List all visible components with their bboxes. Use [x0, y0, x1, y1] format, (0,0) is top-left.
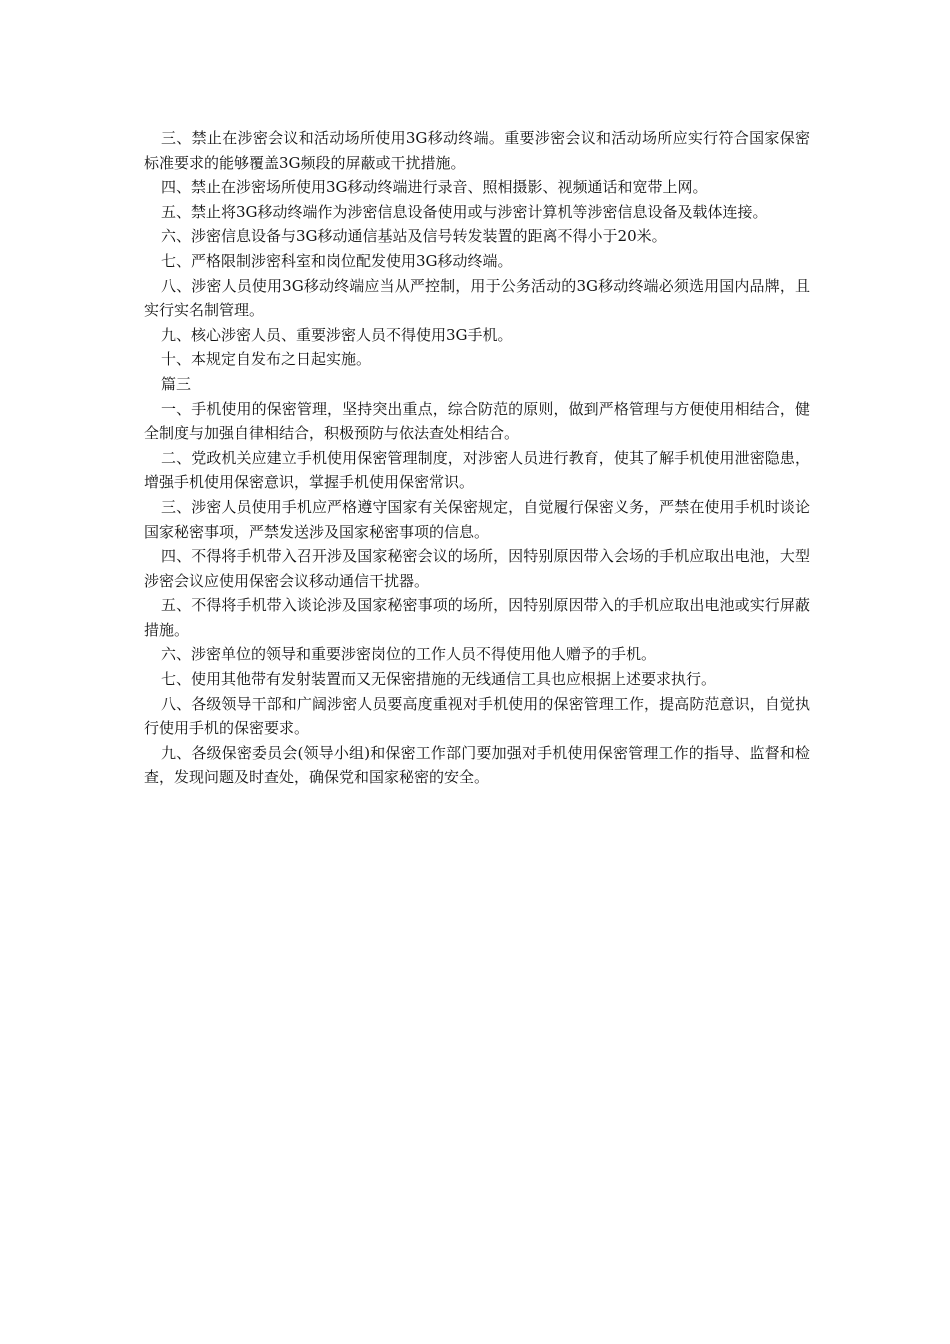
paragraph-phone-rule-3: 三、涉密人员使用手机应严格遵守国家有关保密规定，自觉履行保密义务，严禁在使用手机时谈论国家秘密事项，严禁发送涉及国家秘密事项的信息。 — [144, 497, 810, 541]
paragraph-3g-rule-9: 九、核心涉密人员、重要涉密人员不得使用3G手机。 — [161, 325, 513, 344]
section-heading: 篇三 — [161, 374, 192, 393]
paragraph-3g-rule-7: 七、严格限制涉密科室和岗位配发使用3G移动终端。 — [161, 251, 513, 270]
paragraph-3g-rule-6: 六、涉密信息设备与3G移动通信基站及信号转发装置的距离不得小于20米。 — [161, 227, 667, 246]
paragraph-phone-rule-2: 二、党政机关应建立手机使用保密管理制度，对涉密人员进行教育，使其了解手机使用泄密隐患，增强手机使用保密意识，掌握手机使用保密常识。 — [144, 448, 810, 492]
paragraph-3g-rule-3: 三、禁止在涉密会议和活动场所使用3G移动终端。重要涉密会议和活动场所应实行符合国家保密标准要求的能够覆盖3G频段的屏蔽或干扰措施。 — [144, 129, 810, 172]
document-body — [144, 126, 810, 790]
paragraph-phone-rule-9: 九、各级保密委员会(领导小组)和保密工作部门要加强对手机使用保密管理工作的指导、监督和检查，发现问题及时查处，确保党和国家秘密的安全。 — [144, 743, 810, 787]
paragraph-phone-rule-8: 八、各级领导干部和广阔涉密人员要高度重视对手机使用的保密管理工作，提高防范意识，自觉执行使用手机的保密要求。 — [144, 694, 810, 738]
paragraph-phone-rule-5: 五、不得将手机带入谈论涉及国家秘密事项的场所，因特别原因带入的手机应取出电池或实行屏蔽措施。 — [144, 596, 810, 639]
paragraph-3g-rule-5: 五、禁止将3G移动终端作为涉密信息设备使用或与涉密计算机等涉密信息设备及载体连接。 — [161, 202, 768, 221]
paragraph-phone-rule-7: 七、使用其他带有发射装置而又无保密措施的无线通信工具也应根据上述要求执行。 — [161, 670, 717, 689]
paragraph-phone-rule-6: 六、涉密单位的领导和重要涉密岗位的工作人员不得使用他人赠予的手机。 — [161, 645, 657, 664]
paragraph-phone-rule-1: 一、手机使用的保密管理，坚持突出重点，综合防范的原则，做到严格管理与方便使用相结合，健全制度与加强自律相结合，积极预防与依法查处相结合。 — [144, 399, 810, 443]
paragraph-phone-rule-4: 四、不得将手机带入召开涉及国家秘密会议的场所，因特别原因带入会场的手机应取出电池，大型涉密会议应使用保密会议移动通信干扰器。 — [144, 547, 810, 590]
paragraph-3g-rule-10: 十、本规定自发布之日起实施。 — [161, 350, 372, 369]
paragraph-3g-rule-8: 八、涉密人员使用3G移动终端应当从严控制，用于公务活动的3G移动终端必须选用国内品牌，且实行实名制管理。 — [144, 276, 810, 320]
paragraph-3g-rule-4: 四、禁止在涉密场所使用3G移动终端进行录音、照相摄影、视频通话和宽带上网。 — [161, 178, 708, 197]
